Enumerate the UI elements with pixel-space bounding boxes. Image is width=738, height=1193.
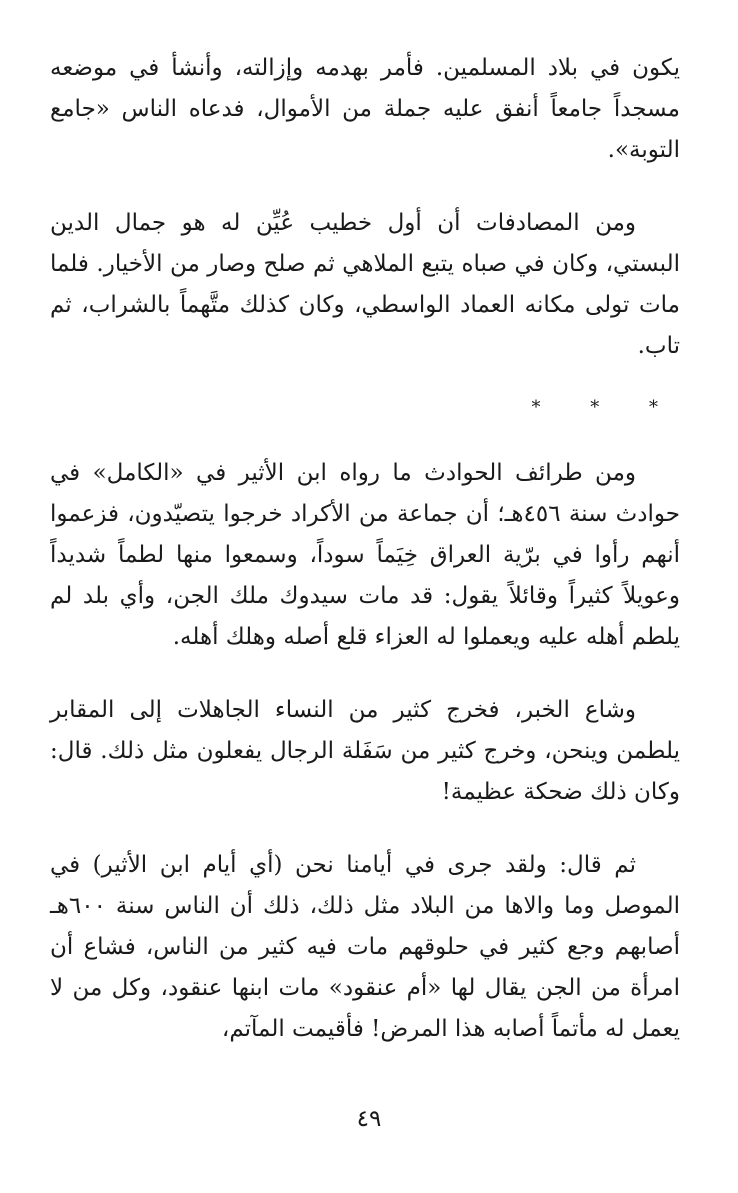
paragraph-3: ومن طرائف الحوادث ما رواه ابن الأثير في «الكامل» في حوادث سنة ٤٥٦هـ؛ أن جماعة من الأكراد خرجوا يتصيّدون، فزعموا أنهم رأوا في برّية العراق خِيَماً سوداً، وسمعوا منها لطماً شديداً وعويلاً كثيراً وقائلاً يقول: قد مات سيدوك ملك الجن، وأي بلد لم يلطم أهله عليه ويعملوا له العزاء قلع أصله وهلك أهله.	[50, 460, 680, 650]
page-number: ٤٩	[356, 1106, 382, 1132]
paragraph-2: ومن المصادفات أن أول خطيب عُيِّن له هو جمال الدين البستي، وكان في صباه يتبع الملاهي ثم صلح وصار من الأخيار. فلما مات تولى مكانه العماد الواسطي، وكان كذلك متَّهماً بالشراب، ثم تاب.	[50, 210, 680, 359]
page-body	[50, 48, 680, 1082]
paragraph-4: وشاع الخبر، فخرج كثير من النساء الجاهلات إلى المقابر يلطمن وينحن، وخرج كثير من سَفَلة الرجال يفعلون مثل ذلك. قال: وكان ذلك ضحكة عظيمة!	[50, 697, 680, 805]
paragraph-1: يكون في بلاد المسلمين. فأمر بهدمه وإزالته، وأنشأ في موضعه مسجداً جامعاً أنفق عليه جملة من الأموال، فدعاه الناس «جامع التوبة».	[50, 55, 680, 163]
paragraph-5: ثم قال: ولقد جرى في أيامنا نحن (أي أيام ابن الأثير) في الموصل وما والاها من البلاد مثل ذلك، ذلك أن الناس سنة ٦٠٠هـ أصابهم وجع كثير في حلوقهم مات فيه كثير من الناس، فشاع أن امرأة من الجن يقال لها «أم عنقود» مات ابنها عنقود، وكل من لا يعمل له مأتماً أصابه هذا المرض! فأقيمت المآتم،	[50, 852, 680, 1042]
section-separator: * * *	[531, 397, 680, 418]
